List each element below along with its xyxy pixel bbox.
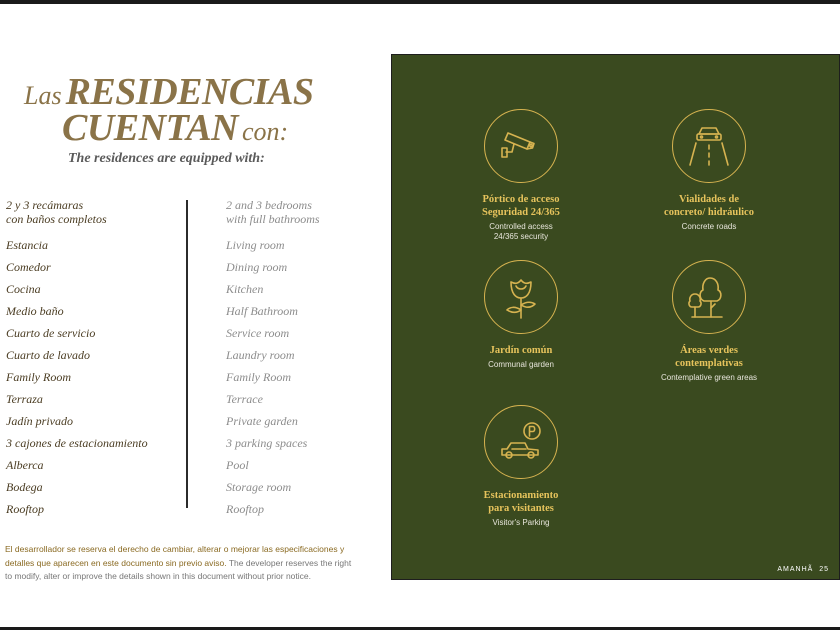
- feature-title-en: [431, 360, 611, 370]
- feature-access-security: [431, 109, 611, 241]
- feature-subtitle-line: Controlled access: [489, 222, 553, 231]
- list-item: 3 cajones de estacionamiento: [6, 436, 148, 450]
- feature-title-es: [431, 193, 611, 219]
- list-item: Half Bathroom: [226, 304, 298, 318]
- list-item: Private garden: [226, 414, 298, 428]
- feature-visitor-parking: [431, 405, 611, 528]
- feature-subtitle-line: Contemplative green areas: [660, 373, 758, 382]
- feature-subtitle-line: Concrete roads: [681, 222, 737, 231]
- feature-title-line: Vialidades de: [679, 194, 739, 205]
- column-divider: [186, 200, 188, 508]
- feature-title-es: [619, 344, 799, 370]
- feature-title-line: contemplativas: [675, 358, 743, 369]
- feature-title-line: para visitantes: [488, 503, 554, 514]
- brand-name: AMANHÃ: [777, 566, 814, 573]
- rose-icon: [484, 260, 558, 334]
- list-item: Storage room: [226, 480, 292, 494]
- list-item-text: 2 and 3 bedrooms: [226, 198, 312, 212]
- feature-title-en: [431, 222, 611, 241]
- list-item-text: with full bathrooms: [226, 212, 320, 226]
- feature-title-line: concreto/ hidráulico: [664, 207, 754, 218]
- list-item: Medio baño: [6, 304, 64, 318]
- list-item: Estancia: [6, 238, 48, 252]
- list-item: Comedor: [6, 260, 51, 274]
- title-cuentan: CUENTAN: [62, 107, 238, 149]
- page-title-line2: [62, 106, 288, 150]
- list-item: Rooftop: [6, 502, 44, 516]
- list-item: Alberca: [6, 458, 44, 472]
- list-item: Service room: [226, 326, 290, 340]
- list-item-text: 2 y 3 recámaras: [6, 198, 84, 212]
- feature-concrete-roads: [619, 109, 799, 232]
- title-residencias: RESIDENCIAS: [65, 71, 314, 113]
- list-item-text: con baños completos: [6, 212, 107, 226]
- title-con: con:: [241, 117, 289, 146]
- security-camera-icon: [484, 109, 558, 183]
- list-item: Jadín privado: [6, 414, 73, 428]
- list-item: Laundry room: [226, 348, 295, 362]
- disclaimer-english: The developer reserves the right to modify, alter or improve the details shown in this document without prior notice.: [5, 557, 352, 581]
- feature-green-areas: [619, 260, 799, 383]
- page-number: 25: [819, 566, 829, 573]
- car-road-icon: [672, 109, 746, 183]
- list-item: Terrace: [226, 392, 263, 406]
- feature-title-en: [619, 373, 799, 383]
- amenities-panel: [391, 54, 840, 580]
- list-item: [6, 198, 148, 226]
- feature-subtitle-line: Communal garden: [488, 360, 554, 369]
- top-border: [0, 0, 840, 4]
- trees-icon: [672, 260, 746, 334]
- disclaimer: [5, 543, 355, 584]
- list-item: Cocina: [6, 282, 41, 296]
- parking-car-icon: [484, 405, 558, 479]
- list-item: Family Room: [6, 370, 71, 384]
- amenities-spanish-list: [6, 198, 148, 520]
- feature-title-line: Estacionamiento: [483, 490, 559, 501]
- list-item: Dining room: [226, 260, 288, 274]
- list-item: Kitchen: [226, 282, 264, 296]
- feature-subtitle-line: 24/365 security: [493, 231, 549, 241]
- page-subtitle: The residences are equipped with:: [68, 151, 265, 166]
- list-item: Family Room: [226, 370, 291, 384]
- feature-title-en: [619, 222, 799, 232]
- list-item: Terraza: [6, 392, 43, 406]
- list-item: Living room: [226, 238, 285, 252]
- list-item: [226, 198, 320, 226]
- feature-title-line: Áreas verdes: [680, 345, 738, 356]
- feature-title-es: [431, 344, 611, 357]
- feature-subtitle-line: Visitor's Parking: [492, 518, 550, 527]
- list-item: Cuarto de lavado: [6, 348, 90, 362]
- feature-title-es: [431, 489, 611, 515]
- feature-title-es: [619, 193, 799, 219]
- list-item: Rooftop: [226, 502, 264, 516]
- list-item: Pool: [226, 458, 249, 472]
- feature-title-line: Jardín común: [489, 345, 553, 356]
- feature-communal-garden: [431, 260, 611, 370]
- feature-title-en: [431, 518, 611, 528]
- list-item: 3 parking spaces: [226, 436, 308, 450]
- feature-title-line: Pórtico de acceso: [482, 194, 560, 205]
- disclaimer-spanish: El desarrollador se reserva el derecho de cambiar, alterar o mejorar las especificaciones y detalles que aparecen en este documento sin previo aviso.: [5, 544, 345, 568]
- feature-title-line: Seguridad 24/365: [482, 207, 560, 218]
- list-item: Bodega: [6, 480, 43, 494]
- title-las: Las: [24, 81, 62, 110]
- amenities-english-list: [226, 198, 320, 520]
- page-footer: [777, 566, 829, 573]
- list-item: Cuarto de servicio: [6, 326, 96, 340]
